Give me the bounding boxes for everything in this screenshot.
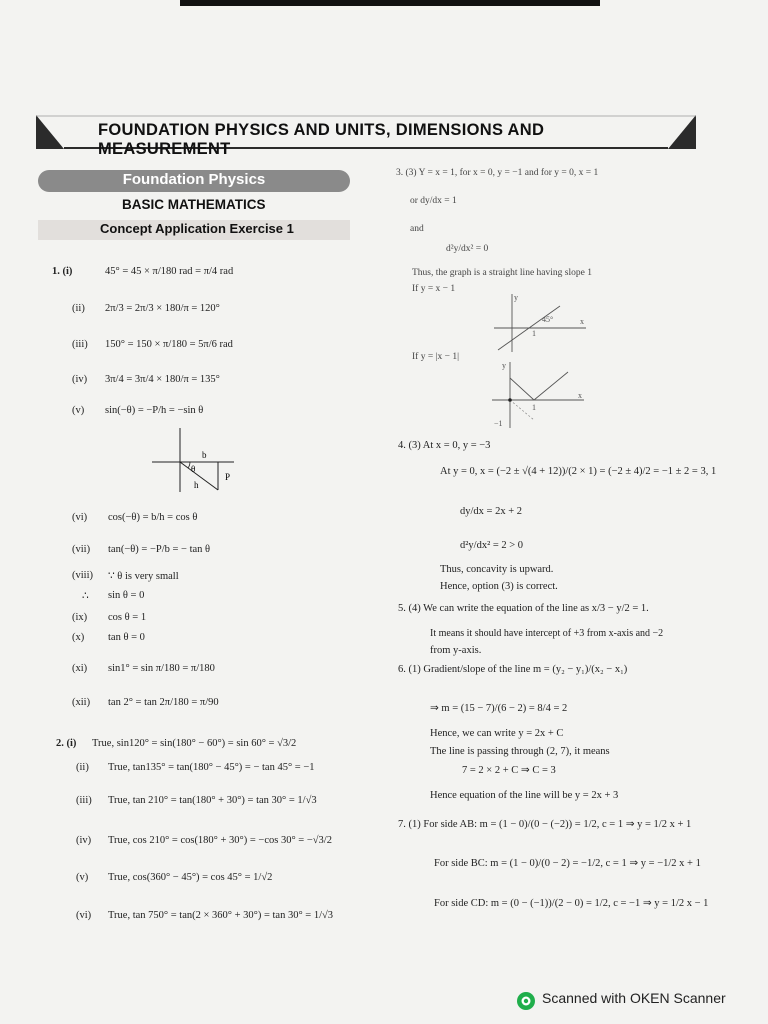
- answer-label: (x): [72, 632, 85, 643]
- q6-line: Hence, we can write y = 2x + C: [430, 728, 564, 739]
- q4-line: dy/dx = 2x + 2: [460, 506, 523, 517]
- q4-line: At y = 0, x = (−2 ± √(4 + 12))/(2 × 1) = (−2 ± 4)/2 = −1 ± 2 = 3, 1: [440, 466, 717, 477]
- answer-label: (ii): [72, 303, 85, 314]
- graph1-angle-label: 45°: [542, 315, 554, 324]
- scanner-watermark-text: Scanned with OKEN Scanner: [542, 990, 726, 1006]
- q6-line: ⇒ m = (15 − 7)/(6 − 2) = 8/4 = 2: [430, 703, 568, 714]
- answer-label: (xi): [72, 663, 88, 674]
- q4-line: Thus, concavity is upward.: [440, 564, 554, 575]
- graph-line: [490, 292, 590, 354]
- answer-label: 2. (i): [56, 738, 77, 749]
- triangle-label-theta: θ: [191, 464, 196, 474]
- graph1-one-label: 1: [532, 329, 536, 338]
- graph-absolute-value: [488, 360, 588, 430]
- triangle-label-b: b: [202, 450, 207, 460]
- answer-label: (viii): [72, 570, 93, 581]
- answer-label: (ix): [72, 612, 88, 623]
- answer-expression: tan θ = 0: [108, 632, 145, 643]
- answer-label: (iii): [76, 795, 92, 806]
- answer-label: (v): [72, 405, 85, 416]
- q3-line: If y = |x − 1|: [412, 352, 459, 362]
- graph2-one-label: 1: [532, 403, 536, 412]
- q6-line: Hence equation of the line will be y = 2x + 3: [430, 790, 619, 801]
- q5-line: 5. (4) We can write the equation of the line as x/3 − y/2 = 1.: [398, 603, 649, 614]
- chapter-title: FOUNDATION PHYSICS AND UNITS, DIMENSIONS AND MEASUREMENT: [98, 121, 545, 158]
- q3-line: and: [410, 224, 424, 234]
- section-subtitle: BASIC MATHEMATICS: [122, 197, 266, 212]
- answer-label: (vi): [72, 512, 88, 523]
- answer-expression: True, cos(360° − 45°) = cos 45° = 1/√2: [108, 872, 273, 883]
- graph2-minus-one-label: −1: [494, 419, 503, 428]
- q3-line: Thus, the graph is a straight line having slope 1: [412, 268, 592, 278]
- q3-line: If y = x − 1: [412, 284, 456, 294]
- answer-expression: True, sin120° = sin(180° − 60°) = sin 60° = √3/2: [92, 738, 297, 749]
- graph2-y-label: y: [502, 361, 506, 370]
- answer-expression: cos(−θ) = b/h = cos θ: [108, 512, 198, 523]
- answer-expression: True, tan135° = tan(180° − 45°) = − tan 45° = −1: [108, 762, 315, 773]
- q7-line: 7. (1) For side AB: m = (1 − 0)/(0 − (−2)) = 1/2, c = 1 ⇒ y = 1/2 x + 1: [398, 819, 692, 830]
- answer-expression: cos θ = 1: [108, 612, 147, 623]
- answer-label: (iii): [72, 339, 88, 350]
- q7-line: For side CD: m = (0 − (−1))/(2 − 0) = 1/2, c = −1 ⇒ y = 1/2 x − 1: [434, 898, 709, 909]
- triangle-diagram: [150, 428, 260, 496]
- q6-line: The line is passing through (2, 7), it means: [430, 746, 610, 757]
- q5-line: from y-axis.: [430, 645, 482, 656]
- answer-label: ∴: [82, 591, 89, 602]
- answer-expression: True, tan 750° = tan(2 × 360° + 30°) = tan 30° = 1/√3: [108, 910, 334, 921]
- triangle-label-h: h: [194, 480, 199, 490]
- answer-label: (iv): [72, 374, 88, 385]
- answer-expression: ∵ θ is very small: [108, 571, 179, 582]
- answer-expression: True, tan 210° = tan(180° + 30°) = tan 30° = 1/√3: [108, 795, 317, 806]
- graph1-y-label: y: [514, 293, 518, 302]
- oken-scanner-logo-icon: [516, 991, 536, 1011]
- q3-line: d²y/dx² = 0: [446, 244, 489, 254]
- q4-line: Hence, option (3) is correct.: [440, 581, 558, 592]
- scan-edge: [180, 0, 600, 6]
- answer-expression: 45° = 45 × π/180 rad = π/4 rad: [105, 266, 234, 277]
- exercise-title: Concept Application Exercise 1: [100, 221, 294, 236]
- q4-line: 4. (3) At x = 0, y = −3: [398, 440, 491, 451]
- answer-label: (iv): [76, 835, 92, 846]
- q3-line: 3. (3) Y = x = 1, for x = 0, y = −1 and for y = 0, x = 1: [396, 168, 599, 178]
- answer-expression: 3π/4 = 3π/4 × 180/π = 135°: [105, 374, 220, 385]
- answer-label: 1. (i): [52, 266, 73, 277]
- answer-expression: True, cos 210° = cos(180° + 30°) = −cos 30° = −√3/2: [108, 835, 332, 846]
- answer-label: (v): [76, 872, 89, 883]
- answer-label: (ii): [76, 762, 89, 773]
- answer-expression: sin1° = sin π/180 = π/180: [108, 663, 215, 674]
- triangle-label-p: P: [225, 472, 231, 482]
- q7-line: For side BC: m = (1 − 0)/(0 − 2) = −1/2, c = 1 ⇒ y = −1/2 x + 1: [434, 858, 701, 869]
- answer-label: (vii): [72, 544, 91, 555]
- graph2-x-label: x: [578, 391, 582, 400]
- q5-line: It means it should have intercept of +3 from x-axis and −2: [430, 628, 664, 639]
- q6-line: 7 = 2 × 2 + C ⇒ C = 3: [462, 765, 556, 776]
- answer-expression: tan(−θ) = −P/b = − tan θ: [108, 544, 211, 555]
- answer-expression: tan 2° = tan 2π/180 = π/90: [108, 697, 219, 708]
- q3-line: or dy/dx = 1: [410, 196, 457, 206]
- answer-label: (xii): [72, 697, 91, 708]
- answer-expression: 150° = 150 × π/180 = 5π/6 rad: [105, 339, 233, 350]
- section-pill-label: Foundation Physics: [122, 171, 266, 188]
- q6-line: 6. (1) Gradient/slope of the line m = (y₂ − y₁)/(x₂ − x₁): [398, 664, 628, 675]
- answer-expression: sin θ = 0: [108, 590, 145, 601]
- answer-expression: 2π/3 = 2π/3 × 180/π = 120°: [105, 303, 220, 314]
- q4-line: d²y/dx² = 2 > 0: [460, 540, 524, 551]
- answer-label: (vi): [76, 910, 92, 921]
- answer-expression: sin(−θ) = −P/h = −sin θ: [105, 405, 204, 416]
- graph1-x-label: x: [580, 317, 584, 326]
